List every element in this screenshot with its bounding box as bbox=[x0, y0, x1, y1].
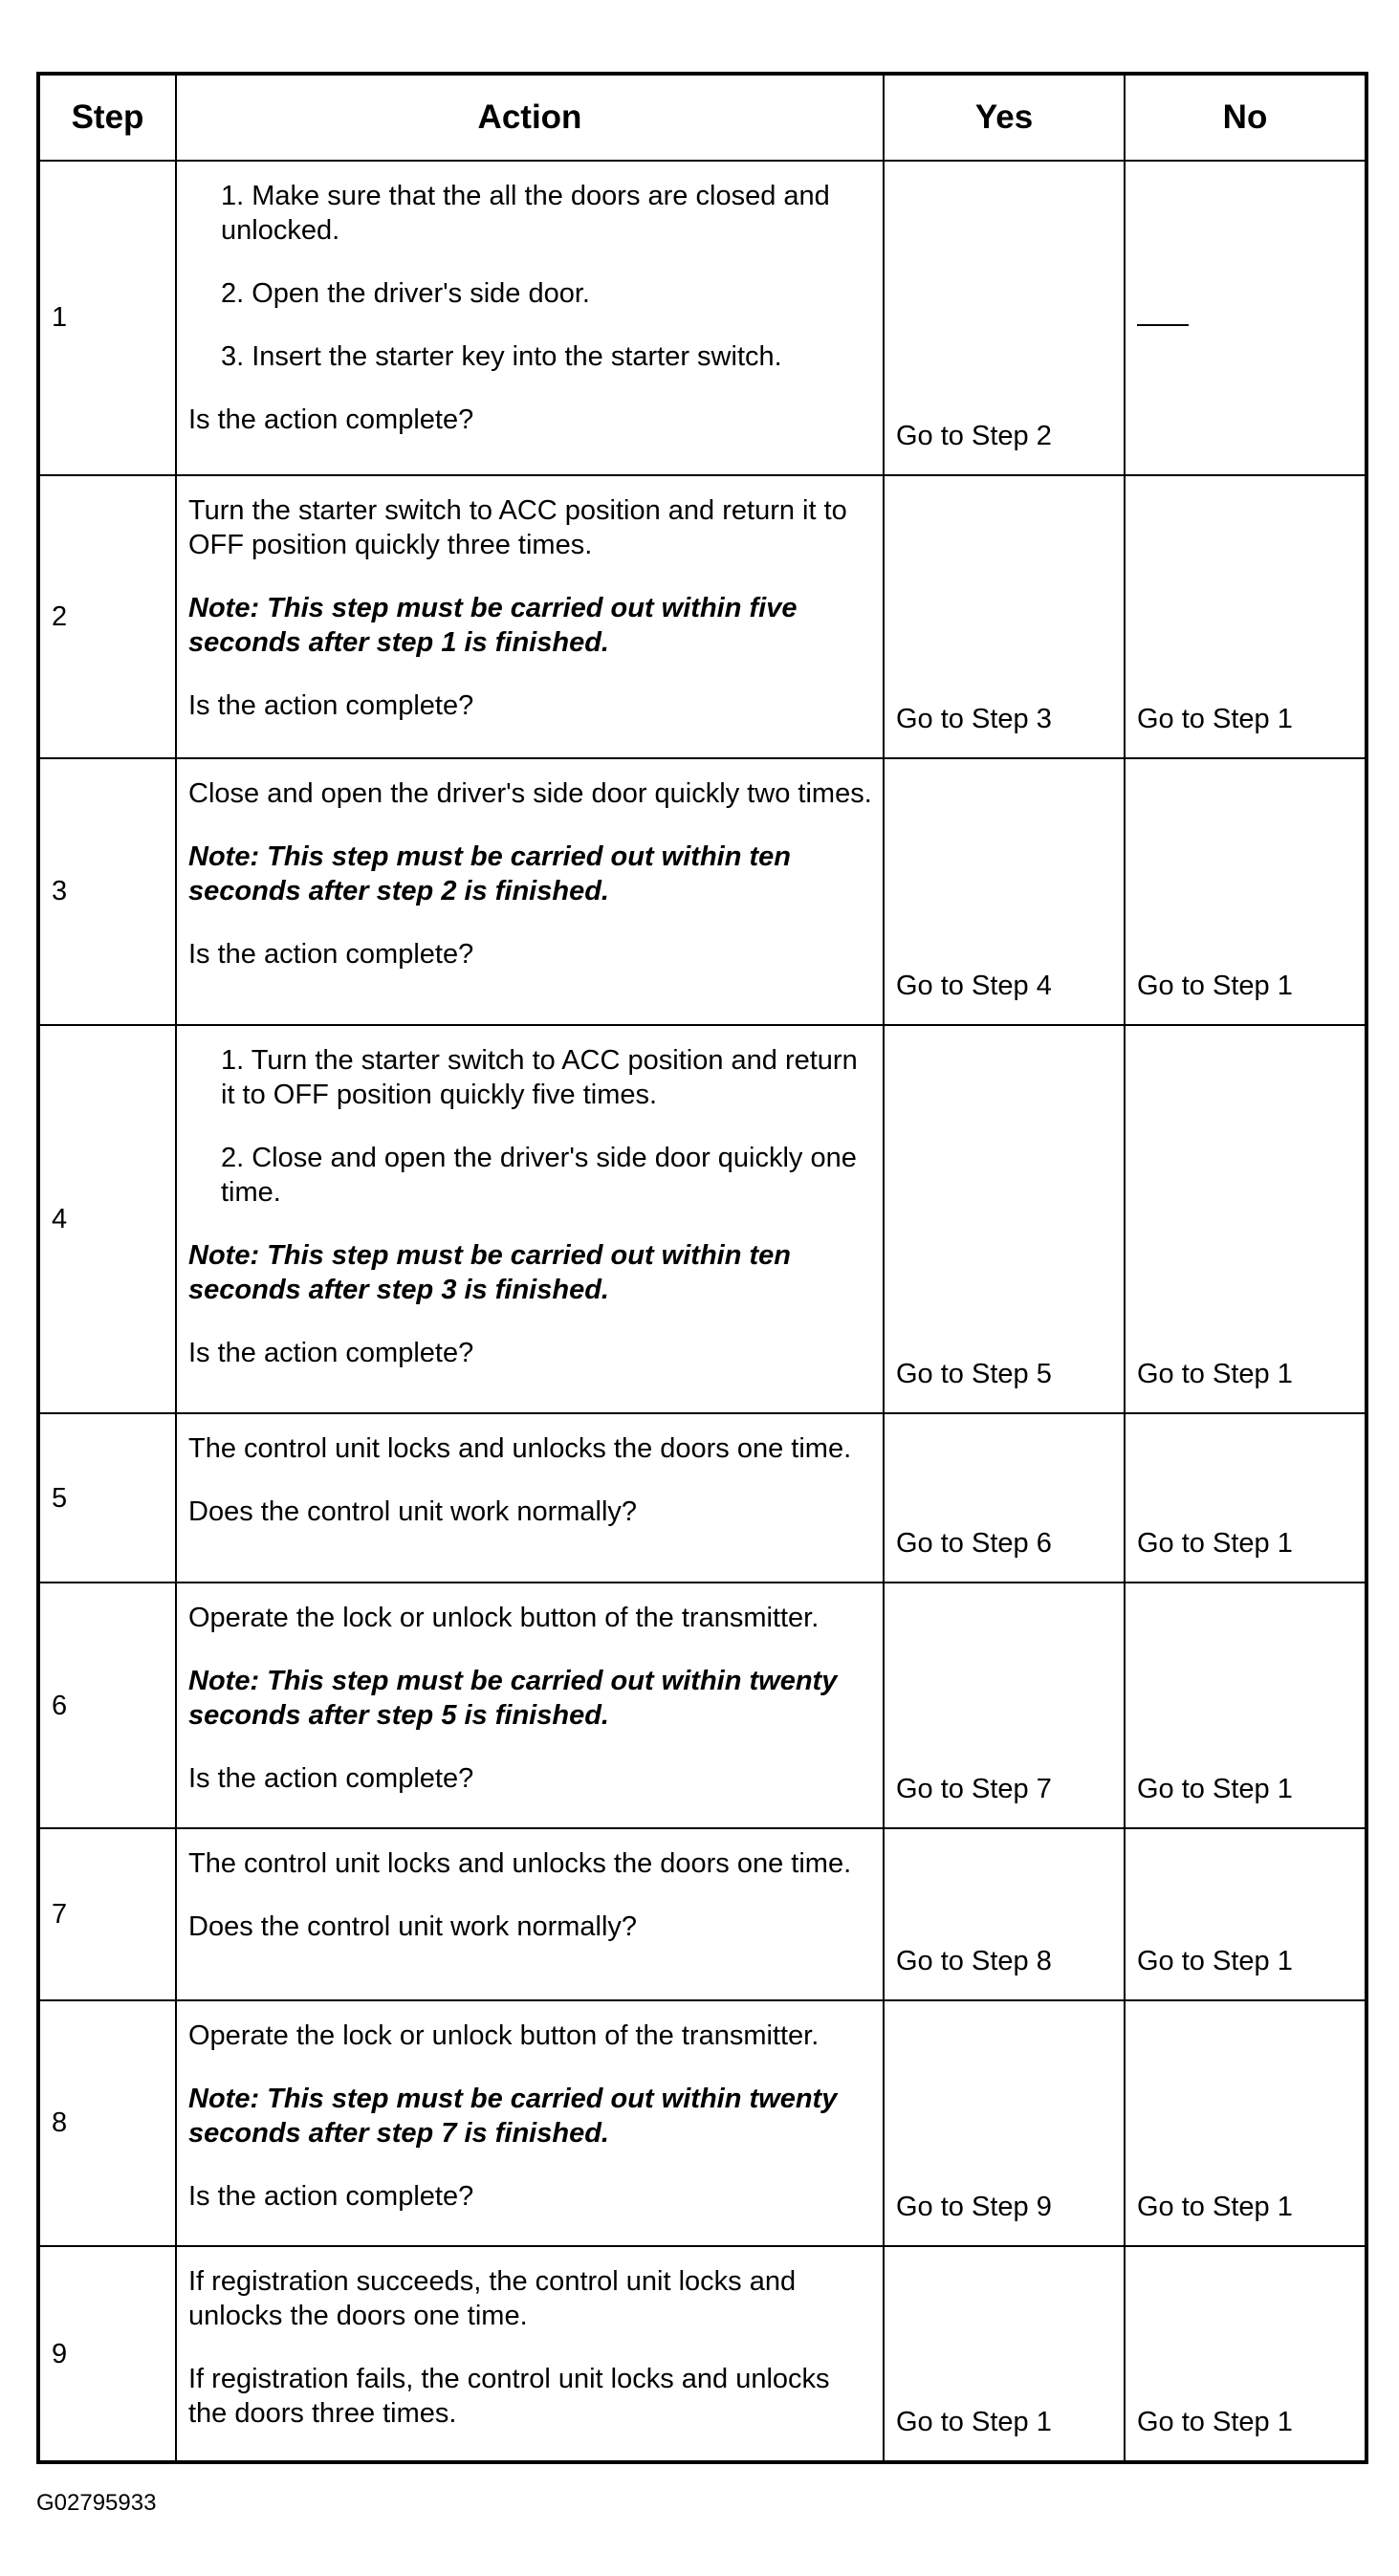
action-note: Note: This step must be carried out within twenty seconds after step 5 is finished. bbox=[188, 1666, 838, 1732]
header-action: Action bbox=[176, 74, 884, 161]
yes-result: Go to Step 8 bbox=[884, 1828, 1125, 1999]
no-result: Go to Step 1 bbox=[1125, 2000, 1366, 2246]
yes-result: Go to Step 9 bbox=[884, 2000, 1125, 2246]
action-cell bbox=[176, 475, 884, 758]
header-yes: Yes bbox=[884, 74, 1125, 161]
no-result: Go to Step 1 bbox=[1125, 1025, 1366, 1413]
action-cell bbox=[176, 758, 884, 1025]
no-result: Go to Step 1 bbox=[1125, 758, 1366, 1025]
table-row bbox=[38, 1413, 1366, 1583]
yes-result: Go to Step 2 bbox=[884, 161, 1125, 475]
action-numbered-item: 3. Insert the starter key into the starter switch. bbox=[221, 341, 782, 372]
step-number: 5 bbox=[38, 1413, 176, 1583]
action-text: Is the action complete? bbox=[188, 1337, 474, 1368]
action-text: Is the action complete? bbox=[188, 938, 474, 970]
step-number: 6 bbox=[38, 1583, 176, 1828]
action-text: Does the control unit work normally? bbox=[188, 1495, 638, 1527]
step-number: 1 bbox=[38, 161, 176, 475]
step-number: 3 bbox=[38, 758, 176, 1025]
action-numbered-item: 2. Open the driver's side door. bbox=[221, 278, 590, 309]
table-row bbox=[38, 1583, 1366, 1828]
yes-result: Go to Step 3 bbox=[884, 475, 1125, 758]
table-body bbox=[38, 161, 1366, 2462]
step-number: 8 bbox=[38, 2000, 176, 2246]
table-row bbox=[38, 758, 1366, 1025]
action-cell bbox=[176, 2246, 884, 2462]
step-number: 9 bbox=[38, 2246, 176, 2462]
yes-result: Go to Step 6 bbox=[884, 1413, 1125, 1583]
action-note: Note: This step must be carried out within ten seconds after step 2 is finished. bbox=[188, 840, 791, 906]
no-result: Go to Step 1 bbox=[1125, 1828, 1366, 1999]
action-text: Turn the starter switch to ACC position and return it to OFF position quickly three times. bbox=[188, 494, 847, 560]
empty-result-dash bbox=[1137, 324, 1189, 326]
action-text: Is the action complete? bbox=[188, 1763, 474, 1795]
table-row bbox=[38, 2246, 1366, 2462]
header-no: No bbox=[1125, 74, 1366, 161]
action-text: The control unit locks and unlocks the doors one time. bbox=[188, 1848, 852, 1880]
action-text: The control unit locks and unlocks the doors one time. bbox=[188, 1432, 852, 1464]
action-text: Does the control unit work normally? bbox=[188, 1911, 638, 1943]
no-result bbox=[1125, 161, 1366, 475]
action-note: Note: This step must be carried out within twenty seconds after step 7 is finished. bbox=[188, 2083, 838, 2149]
action-cell bbox=[176, 1583, 884, 1828]
figure-id: G02795933 bbox=[36, 2490, 157, 2516]
table-row bbox=[38, 1025, 1366, 1413]
step-number: 2 bbox=[38, 475, 176, 758]
table-row bbox=[38, 475, 1366, 758]
action-cell bbox=[176, 1828, 884, 1999]
action-text: Is the action complete? bbox=[188, 2180, 474, 2212]
action-cell bbox=[176, 2000, 884, 2246]
no-result: Go to Step 1 bbox=[1125, 475, 1366, 758]
step-number: 4 bbox=[38, 1025, 176, 1413]
action-cell bbox=[176, 161, 884, 475]
action-numbered-item: 1. Make sure that the all the doors are closed and unlocked. bbox=[221, 181, 830, 246]
yes-result: Go to Step 1 bbox=[884, 2246, 1125, 2462]
action-numbered-item: 2. Close and open the driver's side door quickly one time. bbox=[221, 1142, 857, 1208]
action-note: Note: This step must be carried out within five seconds after step 1 is finished. bbox=[188, 592, 798, 658]
action-note: Note: This step must be carried out within ten seconds after step 3 is finished. bbox=[188, 1239, 791, 1305]
action-cell bbox=[176, 1025, 884, 1413]
no-result: Go to Step 1 bbox=[1125, 2246, 1366, 2462]
table-row bbox=[38, 161, 1366, 475]
action-text: Close and open the driver's side door quickly two times. bbox=[188, 777, 872, 809]
yes-result: Go to Step 4 bbox=[884, 758, 1125, 1025]
action-cell bbox=[176, 1413, 884, 1583]
action-numbered-item: 1. Turn the starter switch to ACC position and return it to OFF position quickly five times. bbox=[221, 1044, 858, 1110]
yes-result: Go to Step 7 bbox=[884, 1583, 1125, 1828]
step-number: 7 bbox=[38, 1828, 176, 1999]
procedure-table bbox=[36, 72, 1368, 2464]
header-row bbox=[38, 74, 1366, 161]
table-row bbox=[38, 2000, 1366, 2246]
table-row bbox=[38, 1828, 1366, 1999]
action-text: Is the action complete? bbox=[188, 404, 474, 435]
action-text: If registration fails, the control unit locks and unlocks the doors three times. bbox=[188, 2364, 830, 2430]
header-step: Step bbox=[38, 74, 176, 161]
action-text: Operate the lock or unlock button of the transmitter. bbox=[188, 2019, 820, 2051]
action-text: Is the action complete? bbox=[188, 689, 474, 721]
no-result: Go to Step 1 bbox=[1125, 1413, 1366, 1583]
action-text: Operate the lock or unlock button of the transmitter. bbox=[188, 1603, 820, 1634]
action-text: If registration succeeds, the control unit locks and unlocks the doors one time. bbox=[188, 2266, 797, 2332]
yes-result: Go to Step 5 bbox=[884, 1025, 1125, 1413]
no-result: Go to Step 1 bbox=[1125, 1583, 1366, 1828]
